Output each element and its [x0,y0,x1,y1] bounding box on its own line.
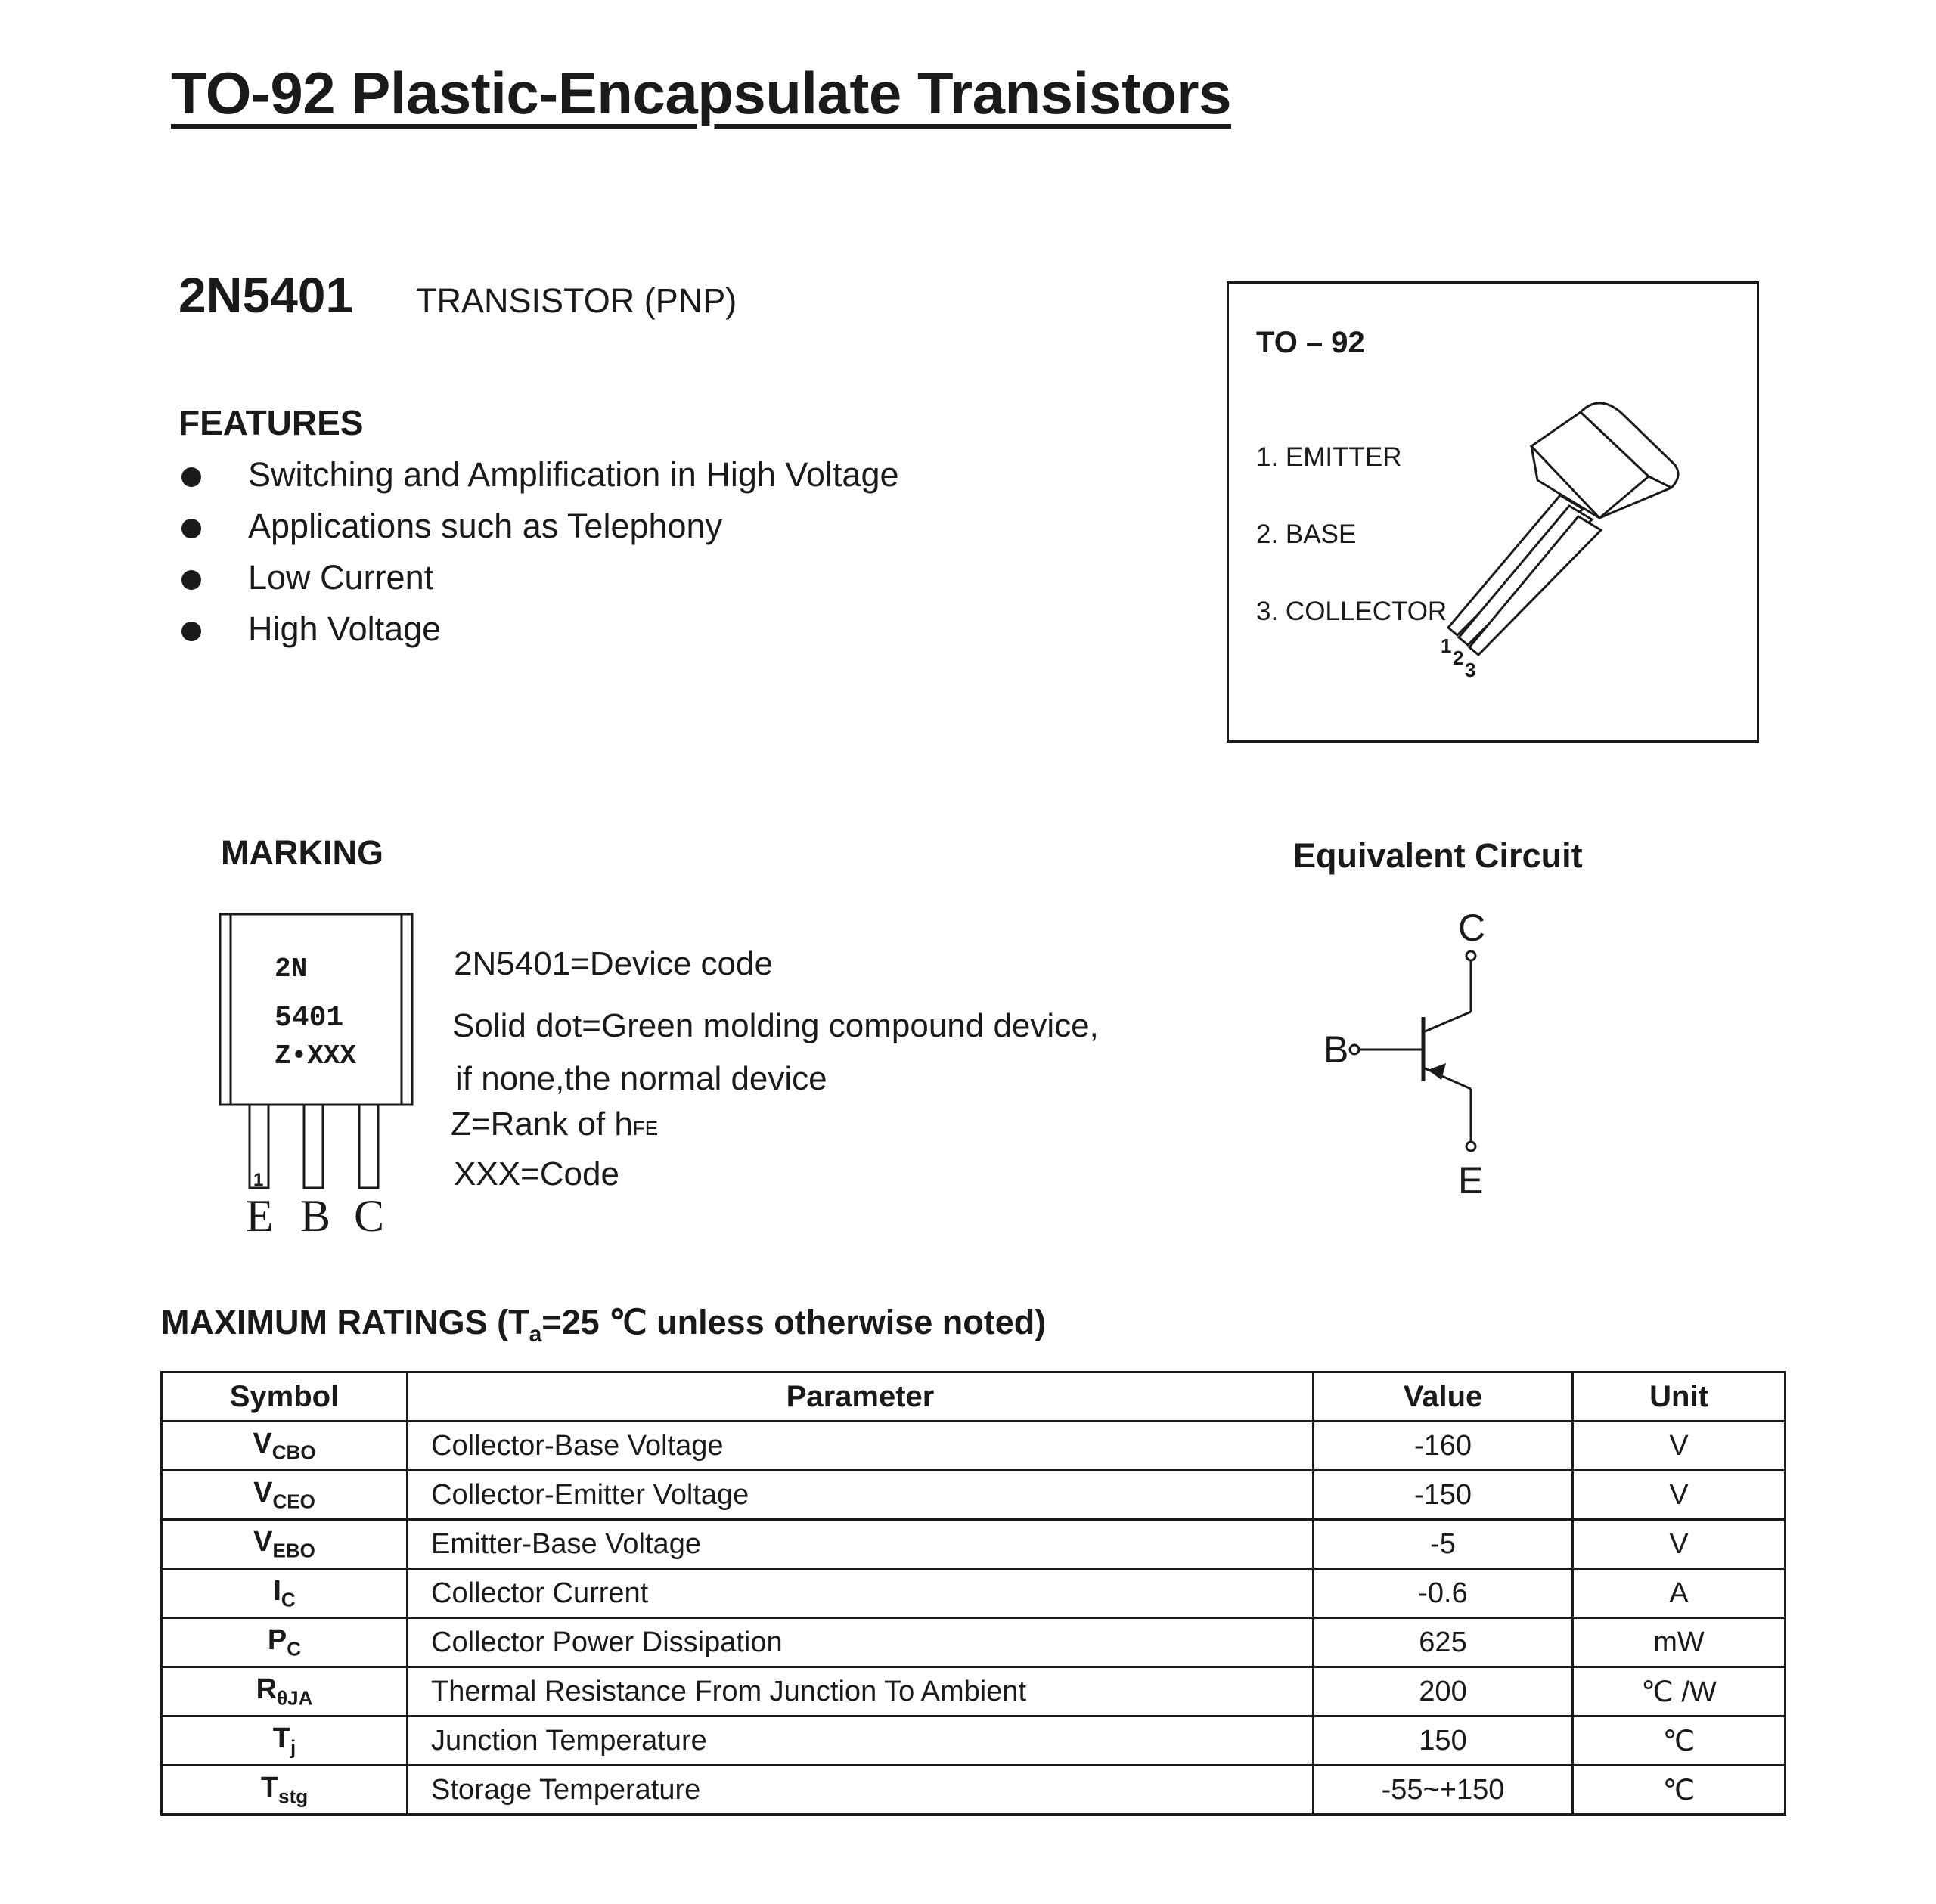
table-row [162,1766,1786,1815]
ratings-heading-sub: a [529,1322,542,1347]
header-symbol: Symbol [162,1372,408,1422]
symbol-sub: stg [278,1785,309,1808]
marking-heading: MARKING [221,833,383,872]
unit-cell: V [1573,1471,1786,1520]
lead-label-b: B [300,1191,331,1241]
feature-text: Applications such as Telephony [248,507,723,545]
bullet-icon [182,622,201,641]
unit-cell: ℃ [1573,1766,1786,1815]
value-cell: 200 [1314,1667,1573,1716]
unit-cell: ℃ [1573,1716,1786,1766]
ratings-table [160,1371,1786,1816]
symbol-cell [162,1667,408,1716]
parameter-cell: Thermal Resistance From Junction To Ambient [408,1667,1314,1716]
parameter-cell: Collector Current [408,1569,1314,1618]
pin-label-base: 2. BASE [1256,519,1357,549]
parameter-cell: Storage Temperature [408,1766,1314,1815]
circuit-label-b: B [1323,1028,1349,1071]
circuit-label-e: E [1458,1159,1484,1202]
features-heading: FEATURES [178,403,364,442]
pin-number-2: 2 [1453,647,1464,669]
chip-line-3: Z•XXX [275,1040,357,1071]
symbol-text: I [273,1574,281,1607]
pin-label-emitter: 1. EMITTER [1256,442,1402,472]
symbol-cell [162,1422,408,1471]
document-title: TO-92 Plastic-Encapsulate Transistors [171,60,1231,126]
symbol-text: V [253,1476,273,1509]
table-row [162,1569,1786,1618]
symbol-text: P [267,1623,287,1656]
marking-rank-sub: FE [632,1117,659,1140]
package-body [1531,403,1678,518]
pin1-label: 1 [253,1170,264,1190]
symbol-text: T [260,1771,279,1803]
symbol-sub: j [290,1735,296,1759]
symbol-cell [162,1520,408,1569]
equivalent-circuit-heading: Equivalent Circuit [1293,836,1583,875]
ratings-heading [161,1302,1046,1347]
header-unit: Unit [1573,1372,1786,1422]
emitter-terminal [1466,1142,1475,1151]
symbol-sub: EBO [272,1539,315,1562]
lead-collector [359,1105,378,1188]
part-type: TRANSISTOR (PNP) [416,281,737,320]
parameter-cell: Collector-Emitter Voltage [408,1471,1314,1520]
header-parameter: Parameter [408,1372,1314,1422]
symbol-sub: θJA [277,1686,313,1710]
circuit-label-c: C [1458,907,1486,949]
table-row [162,1618,1786,1667]
value-cell: -160 [1314,1422,1573,1471]
chip-line-1: 2N [275,954,308,985]
lead-label-c: C [354,1191,385,1241]
value-cell: -55~+150 [1314,1766,1573,1815]
package-box [1227,281,1759,743]
symbol-sub: CBO [271,1440,316,1464]
bullet-icon [182,467,201,487]
marking-code: XXX=Code [454,1155,619,1192]
parameter-cell: Junction Temperature [408,1716,1314,1766]
value-cell: -5 [1314,1520,1573,1569]
unit-cell: V [1573,1520,1786,1569]
table-row [162,1520,1786,1569]
header-value: Value [1314,1372,1573,1422]
table-header-row [162,1372,1786,1422]
bullet-icon [182,519,201,538]
pin-number-3: 3 [1465,659,1476,681]
parameter-cell: Emitter-Base Voltage [408,1520,1314,1569]
table-row [162,1422,1786,1471]
marking-rank [451,1105,658,1143]
base-terminal [1350,1045,1359,1054]
symbol-cell [162,1471,408,1520]
symbol-sub: C [281,1588,296,1611]
table-row [162,1716,1786,1766]
symbol-sub: CEO [272,1490,315,1513]
symbol-cell [162,1766,408,1815]
pin-number-1: 1 [1441,634,1452,657]
feature-text: Switching and Amplification in High Voltage [248,455,899,494]
chip-line-2: 5401 [275,1002,344,1034]
marking-solid-dot-line2: if none,the normal device [455,1060,827,1097]
symbol-text: R [256,1673,278,1705]
value-cell: 150 [1314,1716,1573,1766]
symbol-cell [162,1618,408,1667]
symbol-text: V [253,1525,273,1558]
parameter-cell: Collector-Base Voltage [408,1422,1314,1471]
unit-cell: V [1573,1422,1786,1471]
symbol-text: V [253,1427,272,1459]
package-name: TO – 92 [1256,326,1365,359]
to92-package-drawing [1441,344,1728,707]
table-row [162,1471,1786,1520]
value-cell: -150 [1314,1471,1573,1520]
bullet-icon [182,570,201,590]
marking-solid-dot-line1: Solid dot=Green molding compound device, [452,1007,1099,1044]
feature-text: Low Current [248,558,434,597]
feature-text: High Voltage [248,609,442,648]
ratings-heading-prefix: MAXIMUM RATINGS (T [161,1303,529,1341]
unit-cell: ℃ /W [1573,1667,1786,1716]
value-cell: -0.6 [1314,1569,1573,1618]
unit-cell: A [1573,1569,1786,1618]
part-number: 2N5401 [178,267,354,323]
symbol-sub: C [287,1637,302,1661]
symbol-text: T [272,1722,290,1754]
pin-label-collector: 3. COLLECTOR [1256,597,1447,626]
marking-rank-text: Z=Rank of h [451,1105,633,1143]
equivalent-circuit-diagram [1308,907,1505,1202]
unit-cell: mW [1573,1618,1786,1667]
ratings-heading-suffix: =25 ℃ unless otherwise noted) [541,1303,1047,1341]
lead-base [304,1105,323,1188]
table-row [162,1667,1786,1716]
marking-device-code: 2N5401=Device code [454,945,773,982]
marking-drawing [216,910,442,1242]
symbol-cell [162,1716,408,1766]
parameter-cell: Collector Power Dissipation [408,1618,1314,1667]
lead-label-e: E [246,1191,274,1241]
collector-terminal [1466,951,1475,960]
value-cell: 625 [1314,1618,1573,1667]
symbol-cell [162,1569,408,1618]
